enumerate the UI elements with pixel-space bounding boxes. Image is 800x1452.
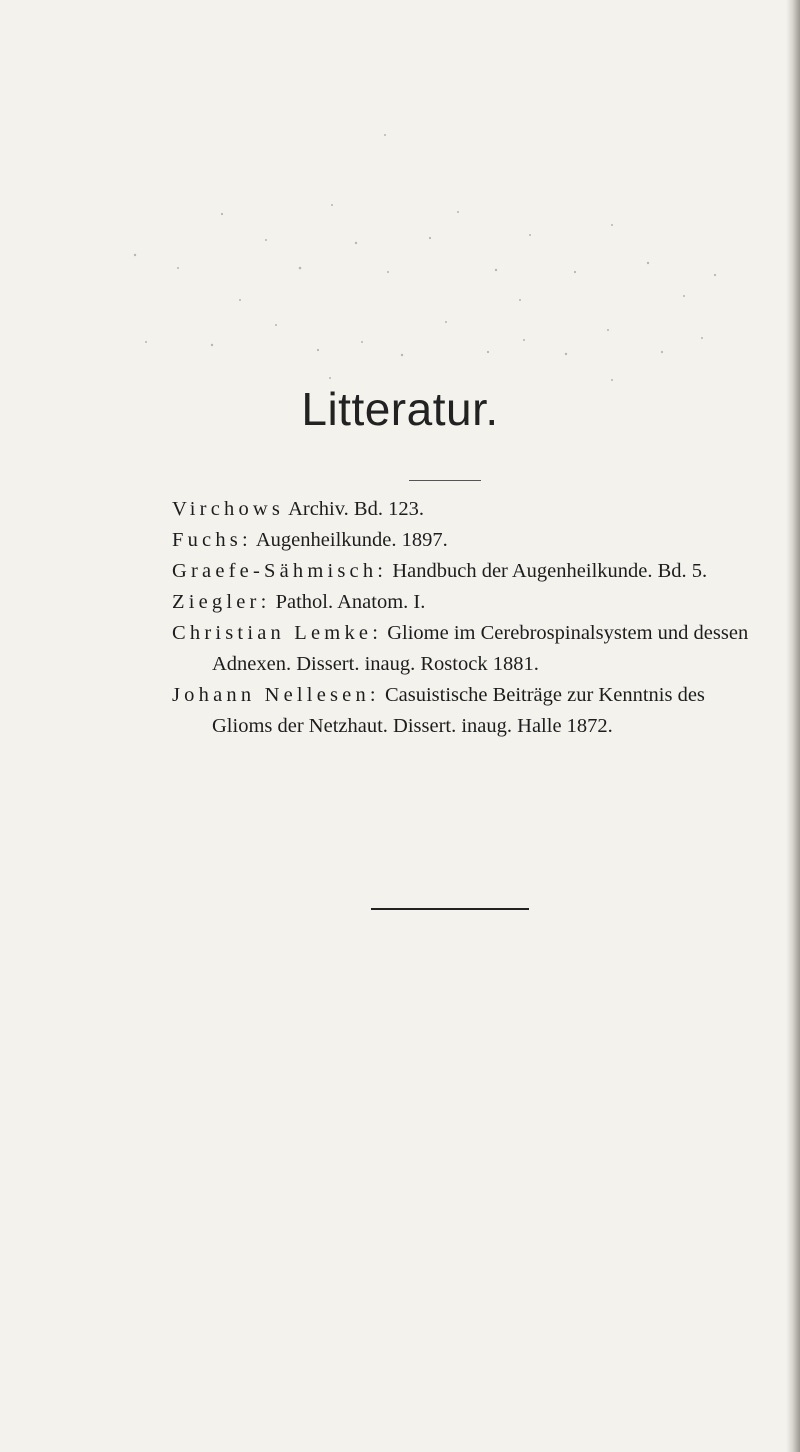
reference-entry — [172, 680, 768, 742]
reference-text: Gliome im Cerebrospinalsystem und dessen Adnexen. Dissert. inaug. Rostock 1881. — [212, 622, 749, 675]
reference-entry — [172, 494, 768, 525]
reference-text: Augenheilkunde. 1897. — [251, 529, 448, 551]
reference-text: Archiv. Bd. 123. — [284, 498, 424, 520]
reference-author: Johann Nellesen: — [172, 684, 380, 706]
reference-text: Handbuch der Augenheilkunde. Bd. 5. — [387, 560, 708, 582]
reference-entry — [172, 587, 768, 618]
reference-entry — [172, 618, 768, 680]
reference-entry — [172, 556, 768, 587]
reference-author: Fuchs: — [172, 529, 252, 551]
reference-author: Virchows — [172, 498, 285, 520]
reference-text: Casuistische Beiträge zur Kenntnis des Glioms der Netzhaut. Dissert. inaug. Halle 1872. — [212, 684, 705, 737]
title-rule — [409, 480, 481, 481]
end-rule — [371, 908, 529, 910]
page-edge-shadow — [786, 0, 800, 1452]
reference-author: Graefe-Sähmisch: — [172, 560, 388, 582]
page-title: Litteratur. — [301, 383, 499, 435]
reference-author: Ziegler: — [172, 591, 271, 613]
reference-author: Christian Lemke: — [172, 622, 383, 644]
reference-entry — [172, 525, 768, 556]
reference-list — [172, 494, 768, 742]
reference-text: Pathol. Anatom. I. — [270, 591, 426, 613]
